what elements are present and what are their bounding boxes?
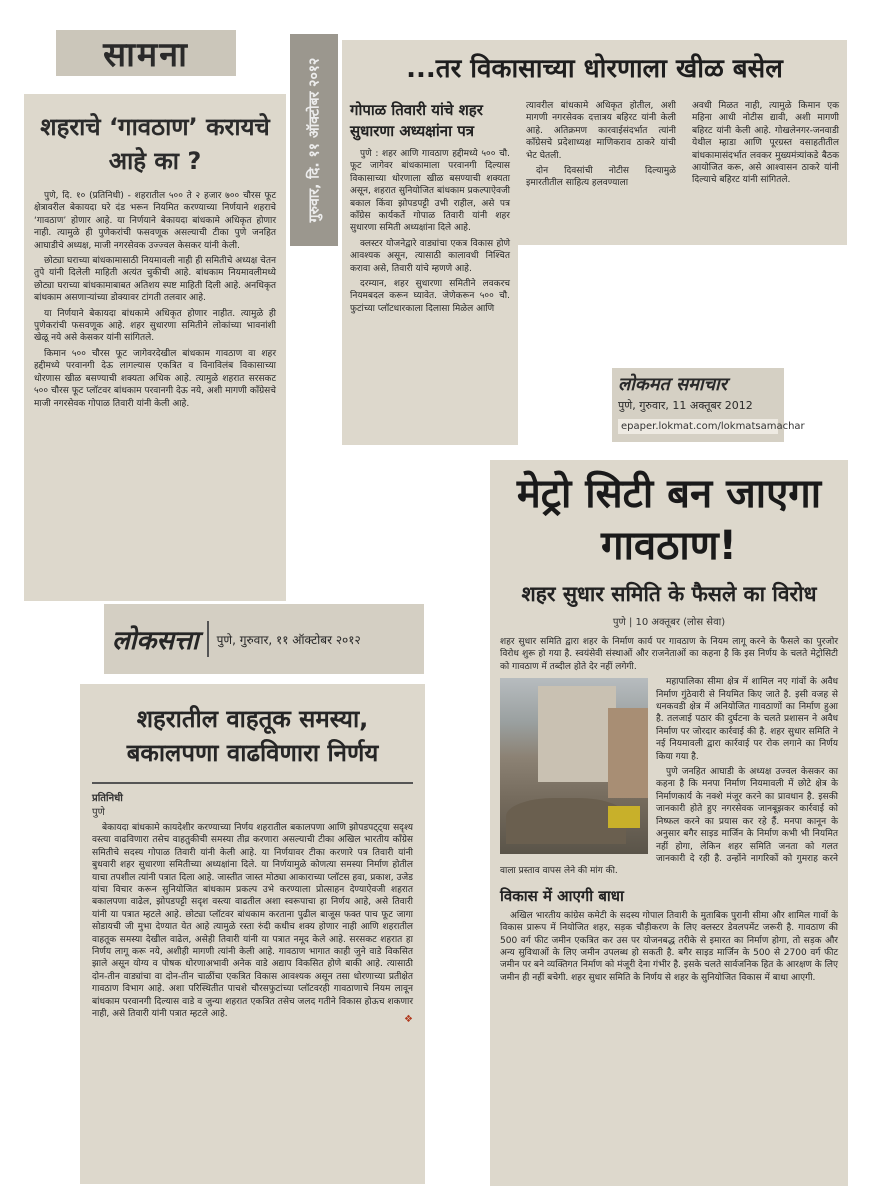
article-paragraph: दोन दिवसांची नोटीस दिल्यामुळे इमारतीतील साहित्य हलवण्याला	[526, 166, 676, 189]
lokmat-masthead	[612, 368, 805, 442]
photo-building	[608, 708, 648, 798]
article-column	[342, 94, 518, 445]
article-subhead: शहर सुधार समिति के फैसले का विरोध	[521, 582, 817, 606]
article-byline: प्रतिनिधी	[92, 793, 123, 804]
article-paragraph: अवधी मिळत नाही, त्यामुळे किमान एक महिना आधी नोटीस द्यावी, अशी मागणी बहिरट यांनी केली आहे. गोखलेनगर-जनवाडी येथील म्हाडा आणि पूरग्रस्त वसाहतीतील बांधकामासंदर्भात लवकर मुख्यमंत्र्यांकडे बैठक आयोजित करू, असे आश्वासन ठाकरे यांनी दिल्याचे बहिरट यांनी सांगितले.	[692, 101, 839, 186]
article-headline: ...तर विकासाच्या धोरणाला खीळ बसेल	[406, 54, 783, 84]
date-strip-text: गुरुवार, दि. ११ ऑक्टोबर २०१२	[306, 57, 323, 223]
article-paragraph: अखिल भारतीय कांग्रेस कमेटी के सदस्य गोपाल तिवारी के मुताबिक पुरानी सीमा और शामिल गावों के विकास प्रारूप में नियोजित शहर, सड़क चौड़ीकरण के लिए क्लस्टर डेवलपमेंट जरूरी है. गावठाण की 500 वर्ग फीट जमीन एकत्रित कर उस पर योजनबद्ध तरीके से इमारत का निर्माण होगा, तो सड़क और अन्य सुविधाओं के लिए जमीन उपलब्ध हो सकती है. बगैर साइड मार्जिन के 500 से 2700 वर्ग फीट जमीन पर बने व्यक्तिगत निर्माण को मंजूरी देना गंभीर है. इसके चलते सार्वजनिक हित के आरक्षण के लिए जमीन ही नहीं बचेगी. शहर सुधार समिति के निर्णय से शहर के सुनियोजित विकास में बाधा आएगी.	[500, 910, 838, 983]
article-paragraph: पुणे : शहर आणि गावठाण हद्दीमध्ये ५०० चौ. फूट जागेवर बांधकामाला परवानगी दिल्यास विकासाच्या धोरणाला खीळ बसण्याची शक्यता असून, शहरात सुनियोजित बांधकाम प्रकल्पाऐवजी बकाल किंवा झोपडपट्टी उभी राहील, असे पत्र काँग्रेस कार्यकर्ते गोपाळ तिवारी यांनी शहर सुधारणा समिती अध्यक्षांना दिले आहे.	[350, 149, 510, 234]
article-headline: शहरातील वाहतूक समस्या, बकालपणा वाढविणारा निर्णय	[126, 705, 379, 767]
article-column	[518, 94, 684, 245]
lokmat-epaper-url: epaper.lokmat.com/lokmatsamachar	[618, 419, 778, 434]
article-dateline: पुणे | 10 अक्तूबर (लोस सेवा)	[612, 617, 726, 628]
article-headline: शहराचे ‘गावठाण’ करायचे आहे का ?	[40, 113, 270, 175]
article-paragraph: त्यावरील बांधकामे अधिकृत होतील, अशी मागणी नगरसेवक दत्तात्रय बहिरट यांनी केली आहे. अतिक्रमण कारवाईसंदर्भात त्यांनी काँग्रेसचे प्रदेशाध्यक्ष माणिकराव ठाकरे यांची भेट घेतली.	[526, 101, 676, 161]
article-paragraph: शहर सुधार समिति द्वारा शहर के निर्माण कार्य पर गावठाण के नियम लागू करने के फैसले का पुरजोर विरोध शुरू हो गया है. स्वयंसेवी संस्थाओं और राजनेताओं का कहना है कि इस निर्णय के चलते मेट्रोसिटी को गावठाण में तब्दील होते देर नहीं लगेगी.	[500, 637, 838, 672]
article-paragraph: छोट्या घराच्या बांधकामासाठी नियमावली नाही ही समितीचे अध्यक्ष चेतन तुपे यांनी दिलेली माहिती अत्यंत चुकीची आहे. बांधकाम नियमावलीमध्ये छोट्या घराच्या बांधकामाबाबत अतिशय स्पष्ट माहिती दिली आहे. अनधिकृत बांधकाम असणाऱ्यांच्या डोक्यावर टांगती तलवार आहे.	[34, 256, 276, 304]
photo-building	[538, 686, 616, 782]
end-mark: ❖	[404, 1013, 413, 1025]
section-heading: विकास में आएगी बाधा	[500, 886, 624, 905]
article-paragraph: महापालिका सीमा क्षेत्र में शामिल नए गांवों के अवैध निर्माण गुंठेवारी से नियमित किए जाते है. इसी वजह से धनकवडी क्षेत्र में अनियोजित गावठाणों का निर्माण हुआ है. तलजाई पठार की दुर्घटना के चलते प्रशासन ने अवैध निर्माण पर जोरदार कार्रवाई की है. शहर सुधार समिति ने नई नियमावली द्वारा कार्रवाई पर रोक लगाने का निर्णय किया गया है.	[656, 677, 838, 762]
article-city: पुणे	[92, 807, 105, 818]
lokmat-dateline: पुणे, गुरुवार, 11 अक्तूबर 2012	[618, 399, 753, 412]
demolition-photo	[500, 678, 648, 854]
loksatta-dateline: पुणे, गुरुवार, ११ ऑक्टोबर २०१२	[216, 632, 361, 647]
loksatta-masthead	[104, 604, 424, 674]
article-paragraph: दरम्यान, शहर सुधारणा समितीने लवकरच नियमबदल करून घ्यावेत. जेणेकरून ५०० चौ. फुटांच्या प्लॉटधारकाला दिलासा मिळेल आणि	[350, 279, 510, 314]
article-paragraph: बेकायदा बांधकामे कायदेशीर करण्याच्या निर्णय शहरातील बकालपणा आणि झोपडपट्ट्या सदृश्य वस्त्या वाढविणारा तसेच वाहतुकीची समस्या तीव्र करणारा असल्याची टीका अखिल भारतीय काँग्रेस समितीचे सदस्य गोपाळ तिवारी यांनी केली आहे. या निर्णयावर टीका करणारे पत्र तिवारी यांनी बुधवारी शहर सुधारणा समितीच्या अध्यक्षांना दिले. या निर्णयामुळे कोणत्या समस्या निर्माण होतील याचा तपशील त्यांनी पत्रात दिला आहे. जास्तीत जास्त मोठ्या आकाराच्या प्लॉटस हवा, प्रकाश, उजेड यांचा विचार करून सुनियोजित बांधकाम प्रकल्प उभे करण्याला प्रोत्साहन देण्याऐवजी शहरात बकालपणा वाढेल, झोपडपट्टी सदृश वस्त्या वाढतील अशा स्वरूपाचा हा निर्णय आहे, असे तिवारी यांनी या पत्रात म्हटले आहे. छोट्या प्लॉटवर बांधकाम करताना पुढील बाजूस फक्त पाच फूट जागा सोडायची जी मुभा देण्यात येत आहे त्यामुळे रस्ता रुंदी कधीच शक्य होणार नाही आणि शहरातील वाहतूक समस्या देखील वाढेल, असेही तिवारी यांनी या पत्रात नमूद केले आहे. सरसकट शहरात हा निर्णय लागू करू नये, अशीही मागणी त्यांनी केली आहे. गावठाण भागात काही जुने वाडे विकसित झाले असून योग्य व पोषक धोरणाअभावी अनेक वाडे अद्याप विकसित होणे बाकी आहे. त्यासाठी दोन-तीन वाड्यांचा वा दोन-तीन चाळींचा एकत्रित विकास आवश्यक असून तसा धोरणाच्या प्रतीक्षेत गावठाण विभाग आहे. अशा परिस्थितीत पाचशे चौरसफुटांच्या प्लॉटवरही गावठाणाचे नियम लावून बांधकाम परवानगी दिल्यास वाडे व जुन्या शहरात एकत्रित तसेच जलद गतीने विकास होऊच शकणार नाही, असे तिवारी यांनी पत्रात म्हटले आहे.	[92, 823, 413, 1020]
loksatta-traffic-article	[80, 684, 425, 1184]
article-paragraph: या निर्णयाने बेकायदा बांधकामे अधिकृत होणार नाहीत. त्यामुळे ही पुणेकरांची फसवणूक आहे. शहर सुधारणा समितीने लोकांच्या भावनांशी खेळू नये असे केसकर यांनी सांगितले.	[34, 308, 276, 344]
article-paragraph: पुणे जनहित आघाडी के अध्यक्ष उज्वल केसकर का कहना है कि मनपा निर्माण नियमावली में छोटे क्षेत्र के निर्माणकार्य के नक्शे मंजूर करने का प्रावधान है. इसकी जानकारी होते हुए नगरसेवक जानबूझकर कार्रवाई को निष्फल करने का प्रयास कर रहे हैं. मनपा कानून के अनुसार बगैर साइड मार्जिन के निर्माण कभी भी नियमित नहीं होगा, लेकिन शहर समिति जनता को गलत जानकारी दे रही है. उन्होंने नागरिकों को गुमराह करने वाला प्रस्ताव वापस लेने की मांग की.	[500, 767, 838, 877]
article-subhead: गोपाळ तिवारी यांचे शहर सुधारणा अध्यक्षांना पत्र	[350, 101, 483, 140]
article-paragraph: किमान ५०० चौरस फूट जागेवरदेखील बांधकाम गावठाण वा शहर हद्दीमध्ये परवानगी देऊ लागल्यास एकत्रित व विनाविलंब विकासाच्या धोरणास खीळ बसण्याची शक्यता अधिक आहे. त्यामुळे शहरात सरसकट ५०० चौरस फूट प्लॉटवर बांधकाम परवानगी देऊ नये, अशी मागणी काँग्रेसचे माजी नगरसेवक गोपाळ तिवारी यांनी केली आहे.	[34, 348, 276, 409]
saamana-masthead	[56, 30, 236, 76]
saamana-date-strip	[290, 34, 338, 246]
lokmat-logo-text: लोकमत समाचार	[618, 372, 778, 396]
lokmat-metro-article	[490, 460, 848, 1186]
saamana-gavthan-article	[24, 94, 286, 601]
loksatta-logo-text: लोकसत्ता	[112, 621, 209, 657]
article-headline: मेट्रो सिटी बन जाएगा गावठाण!	[516, 471, 822, 569]
divider	[92, 782, 413, 784]
article-paragraph: पुणे, दि. १० (प्रतिनिधी) - शहरातील ५०० ते २ हजार ७०० चौरस फूट क्षेत्रावरील बेकायदा घरे दंड भरून नियमित करण्याच्या निर्णयाने शहराचे ‘गावठाण’ होणार आहे. या निर्णयाने बेकायदा बांधकामे अधिकृत होणार नाही. त्यामुळे ही पुणेकरांची फसवणूक असल्याची टीका पुणे जनहित आघाडीचे अध्यक्ष, माजी नगरसेवक उज्ज्वल केसकर यांनी केली.	[34, 191, 276, 251]
photo-excavator	[608, 806, 640, 828]
article-paragraph: क्लस्टर योजनेद्वारे वाड्यांचा एकत्र विकास होणे आवश्यक असून, त्यासाठी कालावधी निश्चित करावा असे, तिवारी यांचे म्हणणे आहे.	[350, 238, 510, 274]
article-column	[684, 94, 847, 245]
saamana-logo-text: सामना	[103, 35, 189, 75]
article-headline-band	[342, 40, 847, 94]
